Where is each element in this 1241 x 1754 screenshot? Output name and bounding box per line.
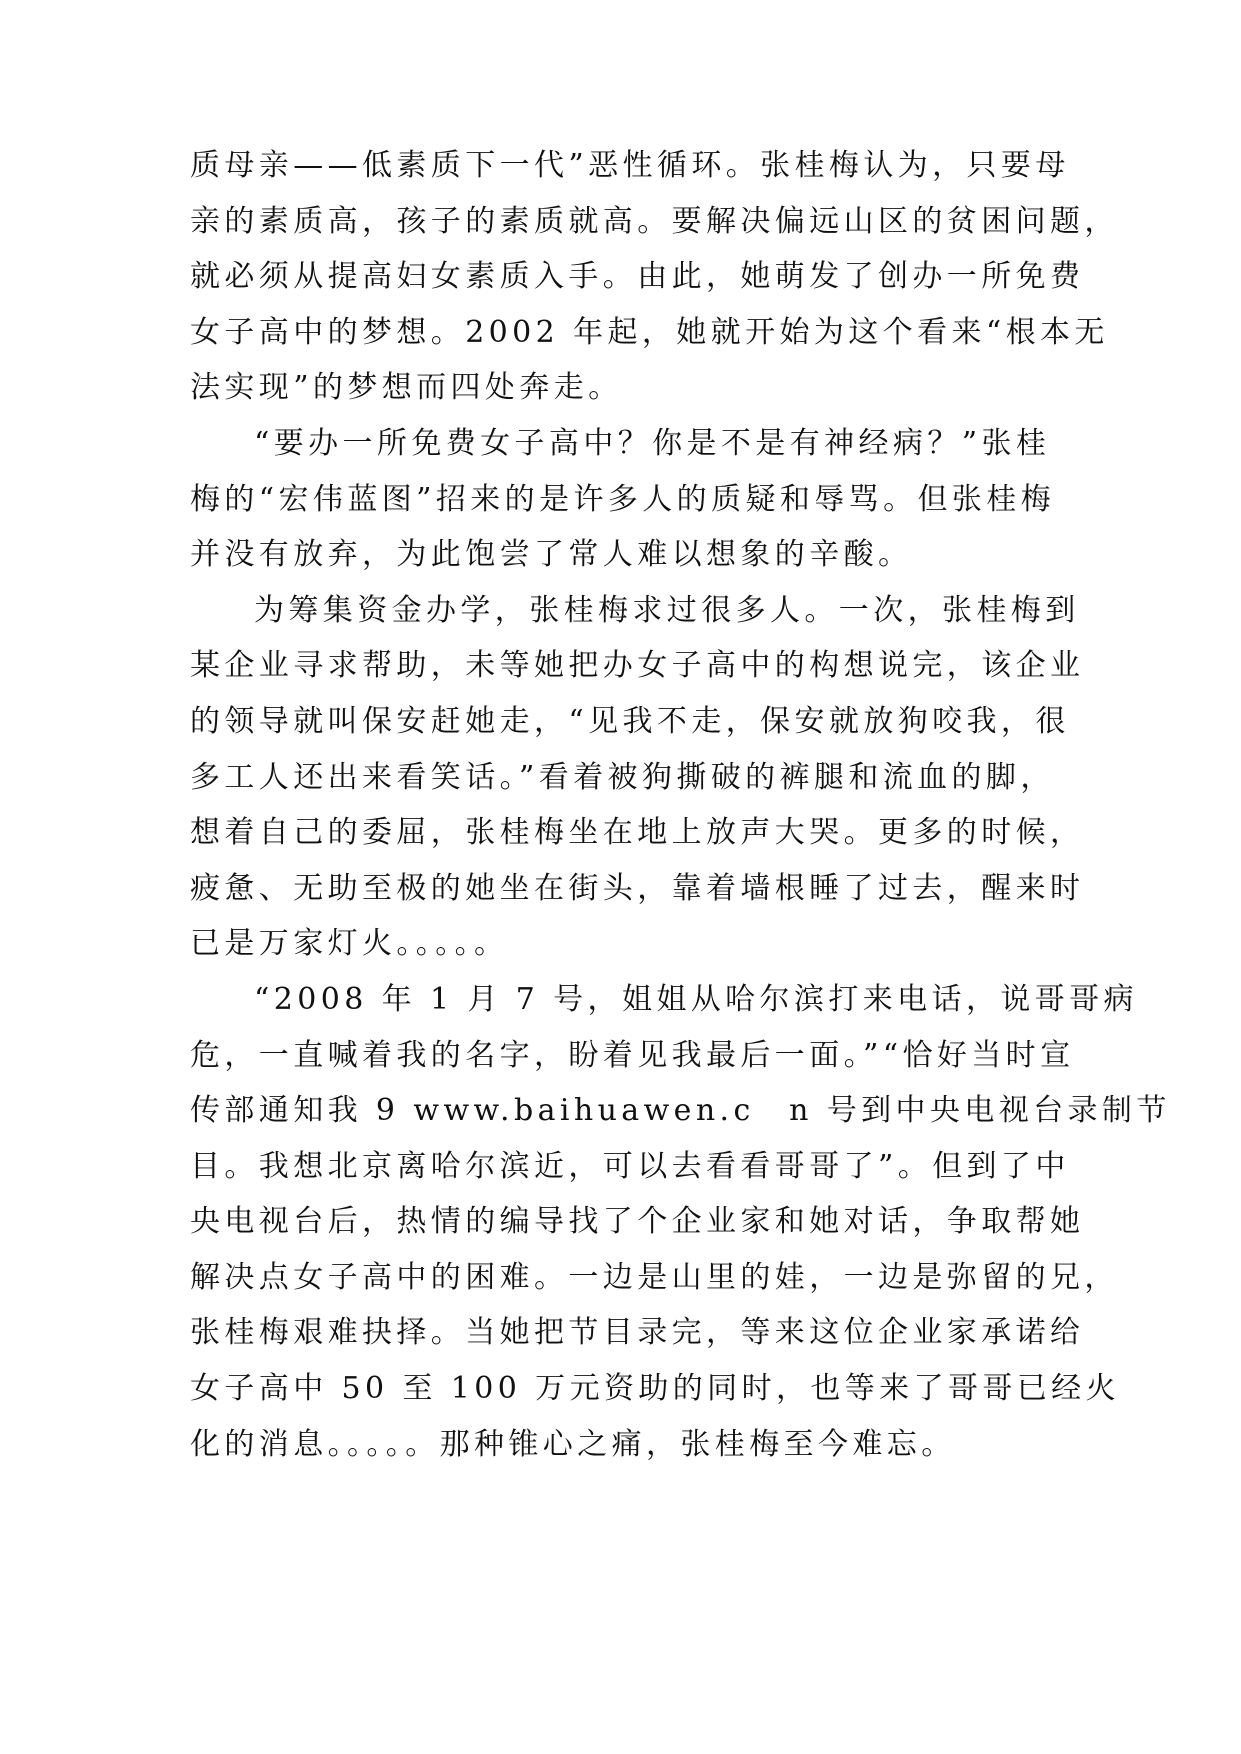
text-line: 化的消息。。。。。那种锥心之痛，张桂梅至今难忘。 [190, 1426, 956, 1462]
text-line: 为筹集资金办学，张桂梅求过很多人。一次，张桂梅到 [254, 592, 1080, 628]
paragraph-2 [190, 416, 1058, 583]
paragraph-3 [190, 583, 1085, 972]
text-line: 多工人还出来看笑话。”看着被狗撕破的裤腿和流血的脚， [190, 759, 1055, 795]
text-line: “2008 年 1 月 7 号，姐姐从哈尔滨打来电话，说哥哥病 [254, 981, 1138, 1017]
text-line: 就必须从提高妇女素质入手。由此，她萌发了创办一所免费 [190, 259, 1085, 295]
text-line: 危，一直喊着我的名字，盼着见我最后一面。”“恰好当时宣 [190, 1037, 1075, 1073]
text-line: 的领导就叫保安赶她走，“见我不走，保安就放狗咬我，很 [190, 703, 1070, 739]
text-line: 已是万家灯火。。。。。 [190, 926, 509, 962]
text-line: 并没有放弃，为此饱尝了常人难以想象的辛酸。 [190, 537, 913, 573]
text-line: 目。我想北京离哈尔滨近，可以去看看哥哥了”。但到了中 [190, 1148, 1070, 1184]
text-line: 某企业寻求帮助，未等她把办女子高中的构想说完，该企业 [190, 648, 1085, 684]
text-line: 亲的素质高，孩子的素质就高。要解决偏远山区的贫困问题， [190, 203, 1119, 239]
paragraph-4 [190, 972, 1171, 1472]
text-line: 解决点女子高中的困难。一边是山里的娃，一边是弥留的兄， [190, 1259, 1119, 1295]
paragraph-1 [190, 138, 1119, 416]
text-line: 想着自己的委屈，张桂梅坐在地上放声大哭。更多的时候， [190, 815, 1085, 851]
document-body [190, 138, 1171, 1472]
text-line: 疲惫、无助至极的她坐在街头，靠着墙根睡了过去，醒来时 [190, 870, 1085, 906]
text-line: 央电视台后，热情的编导找了个企业家和她对话，争取帮她 [190, 1204, 1085, 1240]
text-line: 质母亲——低素质下一代”恶性循环。张桂梅认为，只要母 [190, 148, 1070, 183]
text-line: 张桂梅艰难抉择。当她把节目录完，等来这位企业家承诺给 [190, 1315, 1085, 1351]
text-line: 传部通知我 9 www.baihuawen.c n 号到中央电视台录制节 [190, 1093, 1171, 1129]
text-line: 女子高中 50 至 100 万元资助的同时，也等来了哥哥已经火 [190, 1371, 1120, 1407]
text-line: 法实现”的梦想而四处奔走。 [190, 370, 623, 406]
text-line: 梅的“宏伟蓝图”招来的是许多人的质疑和辱骂。但张桂梅 [190, 481, 1056, 517]
text-line: “要办一所免费女子高中？你是不是有神经病？”张桂 [254, 425, 1051, 461]
text-line: 女子高中的梦想。2002 年起，她就开始为这个看来“根本无 [190, 314, 1109, 350]
